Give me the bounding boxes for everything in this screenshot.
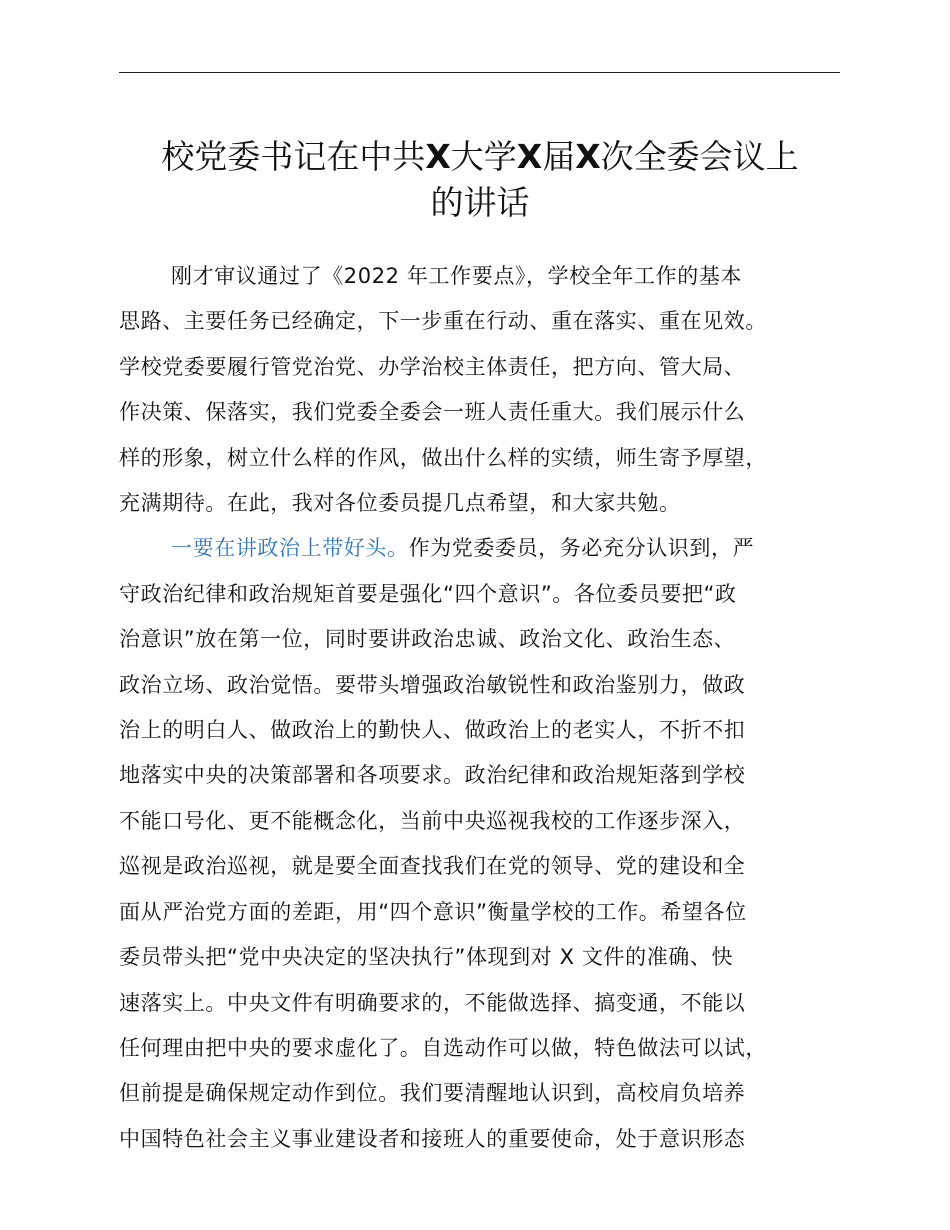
paragraph-line: 巡视是政治巡视，就是要全面查找我们在党的领导、党的建设和全 bbox=[119, 854, 746, 879]
title-placeholder-x: X bbox=[575, 137, 601, 176]
paragraph-line: 委员带头把“党中央决定的坚决执行”体现到对 X 文件的准确、快 bbox=[119, 945, 734, 970]
document-title bbox=[110, 134, 850, 226]
paragraph-line: 中国特色社会主义事业建设者和接班人的重要使命，处于意识形态 bbox=[119, 1126, 746, 1151]
section-heading: 一要在讲政治上带好头。 bbox=[171, 536, 409, 561]
paragraph-line: 作决策、保落实，我们党委全委会一班人责任重大。我们展示什么 bbox=[119, 400, 746, 425]
paragraph-text: 作为党委委员，务必充分认识到，严 bbox=[408, 536, 755, 561]
paragraph-line: 任何理由把中央的要求虚化了。自选动作可以做，特色做法可以试， bbox=[119, 1035, 767, 1060]
paragraph-line: 思路、主要任务已经确定，下一步重在行动、重在落实、重在见效。 bbox=[119, 309, 767, 334]
title-segment: 校党委书记在中共 bbox=[161, 137, 426, 176]
paragraph-line: 政治立场、政治觉悟。要带头增强政治敏锐性和政治鉴别力，做政 bbox=[119, 672, 746, 697]
title-segment: 届 bbox=[542, 137, 576, 176]
paragraph-line: 刚才审议通过了《2022 年工作要点》，学校全年工作的基本 bbox=[171, 264, 743, 288]
header-rule bbox=[119, 72, 840, 73]
paragraph-intro bbox=[119, 254, 859, 526]
paragraph-line: 充满期待。在此，我对各位委员提几点希望，和大家共勉。 bbox=[119, 491, 681, 516]
paragraph-line: 治意识”放在第一位，同时要讲政治忠诚、政治文化、政治生态、 bbox=[119, 627, 736, 652]
paragraph-politics bbox=[119, 526, 859, 1162]
paragraph-line: 治上的明白人、做政治上的勤快人、做政治上的老实人，不折不扣 bbox=[119, 718, 746, 743]
paragraph-line: 学校党委要履行管党治党、办学治校主体责任，把方向、管大局、 bbox=[119, 354, 746, 379]
paragraph-line bbox=[119, 526, 859, 571]
title-line-1 bbox=[110, 134, 850, 180]
paragraph-line: 不能口号化、更不能概念化，当前中央巡视我校的工作逐步深入， bbox=[119, 808, 746, 833]
paragraph-line: 地落实中央的决策部署和各项要求。政治纪律和政治规矩落到学校 bbox=[119, 763, 746, 788]
title-placeholder-x: X bbox=[516, 137, 543, 176]
paragraph-line: 但前提是确保规定动作到位。我们要清醒地认识到，高校肩负培养 bbox=[119, 1081, 746, 1106]
title-segment: 次全委会议上 bbox=[600, 137, 799, 176]
paragraph-line: 样的形象，树立什么样的作风，做出什么样的实绩，师生寄予厚望， bbox=[119, 445, 767, 470]
title-segment: 大学 bbox=[450, 137, 517, 176]
paragraph-line: 面从严治党方面的差距，用“四个意识”衡量学校的工作。希望各位 bbox=[119, 899, 747, 924]
document-body bbox=[119, 254, 859, 1162]
title-line-2: 的讲话 bbox=[430, 183, 530, 222]
paragraph-line: 速落实上。中央文件有明确要求的，不能做选择、搞变通，不能以 bbox=[119, 990, 746, 1015]
paragraph-line: 守政治纪律和政治规矩首要是强化“四个意识”。各位委员要把“政 bbox=[119, 581, 737, 606]
title-placeholder-x: X bbox=[425, 137, 451, 176]
